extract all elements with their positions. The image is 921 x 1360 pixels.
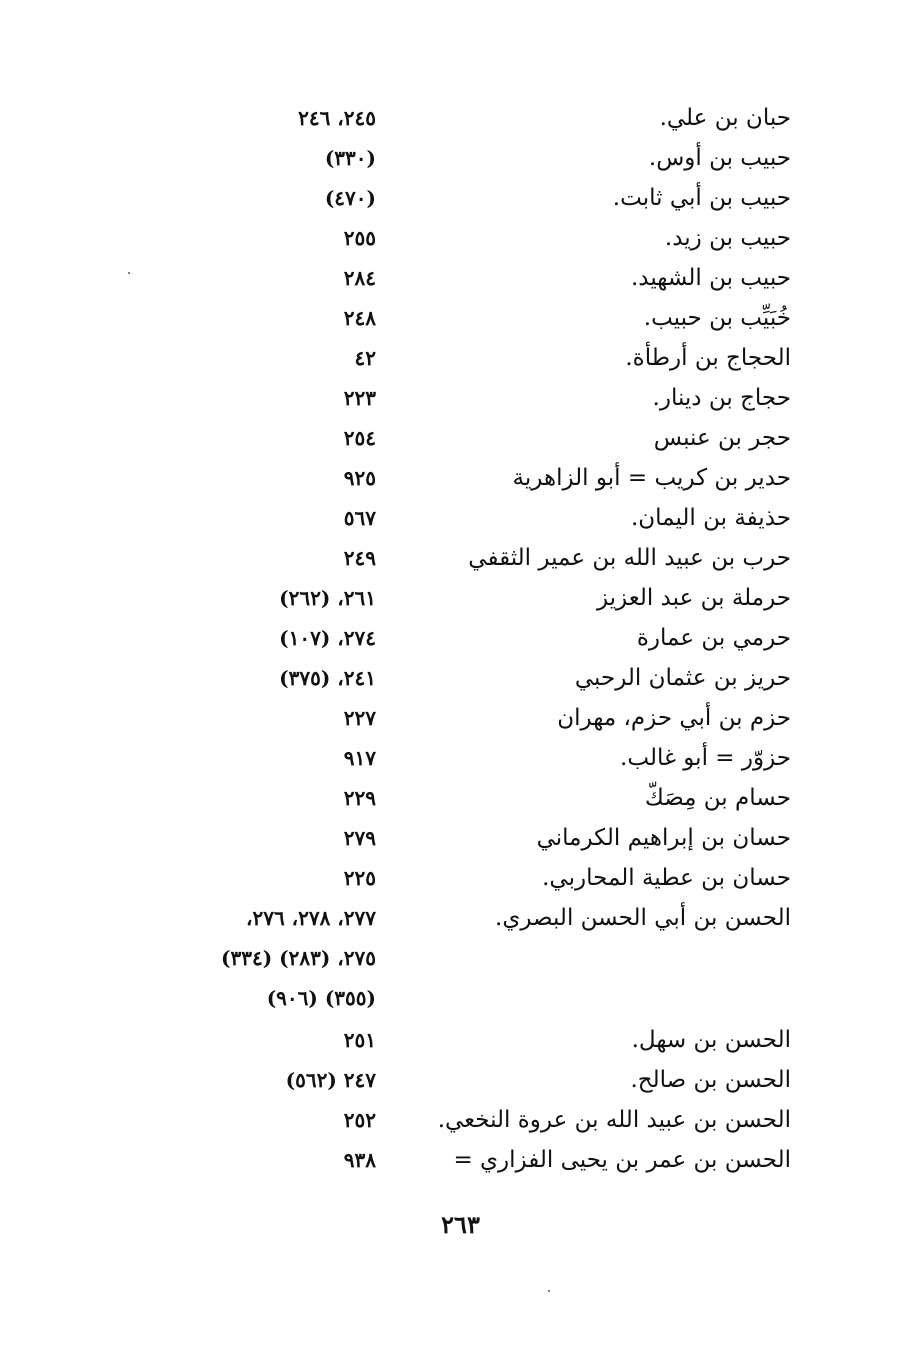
entry-page-refs: (٤٧٠)	[324, 186, 376, 210]
entry-name: الحسن بن صالح.	[630, 1067, 791, 1093]
entry-name: حريز بن عثمان الرحبي	[574, 665, 791, 691]
scan-speck	[548, 1290, 550, 1292]
entry-page-refs: ٢٢٧	[343, 706, 376, 730]
index-entry	[0, 418, 921, 458]
entry-page-refs: (٣٥٥) (٩٠٦)	[266, 986, 376, 1010]
entry-page-refs: ٢٤٨	[343, 306, 376, 330]
entry-name: خُبَيِّب بن حبيب.	[643, 305, 791, 331]
page-number: ٢٦٣	[441, 1210, 480, 1239]
entry-page-refs: ٢٥٢	[343, 1108, 376, 1132]
entry-page-refs: ٩٣٨	[343, 1148, 376, 1172]
index-entry	[0, 578, 921, 618]
index-entry	[0, 818, 921, 858]
index-entry	[0, 858, 921, 898]
entry-name: الحسن بن عمر بن يحيى الفزاري =	[453, 1147, 791, 1173]
entry-name: حجر بن عنبس	[653, 425, 791, 451]
index-entry	[0, 538, 921, 578]
entry-page-refs: ٢٤٩	[343, 546, 376, 570]
entry-name: حسان بن عطية المحاربي.	[542, 865, 791, 891]
entry-page-refs: ٢٧٧، ٢٧٨، ٢٧٦،	[245, 906, 376, 930]
entry-page-refs: ٢٥١	[343, 1028, 376, 1052]
entry-name: حبيب بن الشهيد.	[630, 265, 791, 291]
entry-name: حذيفة بن اليمان.	[630, 505, 791, 531]
entry-name: حرملة بن عبد العزيز	[596, 585, 791, 611]
entry-page-refs: ٢٥٤	[343, 426, 376, 450]
entry-page-refs: ٢٧٩	[343, 826, 376, 850]
entry-name: حرب بن عبيد الله بن عمير الثقفي	[468, 545, 791, 571]
index-entry	[0, 258, 921, 298]
entry-page-refs: ٢٢٣	[343, 386, 376, 410]
entry-name: حبيب بن زيد.	[664, 225, 791, 251]
index-entry	[0, 1060, 921, 1100]
index-entry	[0, 178, 921, 218]
entry-name: حبان بن علي.	[659, 105, 791, 131]
index-entry	[0, 738, 921, 778]
entry-name: حبيب بن أبي ثابت.	[612, 185, 791, 211]
entry-page-refs: ٢٦١، (٢٦٢)	[279, 586, 376, 610]
scan-speck	[128, 272, 130, 274]
entry-page-refs: ٢٢٩	[343, 786, 376, 810]
entry-page-refs: ٢٧٥، (٢٨٣) (٣٣٤)	[221, 946, 376, 970]
entry-page-refs: ٩٢٥	[343, 466, 376, 490]
index-entry	[0, 658, 921, 698]
index-entry	[0, 698, 921, 738]
entry-page-refs: (٣٣٠)	[324, 146, 376, 170]
entry-name: الحجاج بن أرطأة.	[625, 345, 791, 371]
entry-name: حرمي بن عمارة	[636, 625, 791, 651]
entry-name: حجاج بن دينار.	[652, 385, 791, 411]
entry-name: الحسن بن أبي الحسن البصري.	[495, 905, 791, 931]
entry-name: حسام بن مِصَكّ	[644, 785, 791, 811]
entry-page-refs: ٢٨٤	[343, 266, 376, 290]
entry-page-refs: ٢٤٥، ٢٤٦	[298, 106, 376, 130]
index-entry	[0, 138, 921, 178]
entry-name: حدير بن كريب = أبو الزاهرية	[512, 465, 791, 491]
index-entry	[0, 978, 921, 1018]
entry-page-refs: ٩١٧	[343, 746, 376, 770]
index-entry	[0, 898, 921, 938]
entry-name: حزم بن أبي حزم، مهران	[557, 705, 791, 731]
entry-name: حزوّر = أبو غالب.	[620, 745, 791, 771]
entry-page-refs: ٤٢	[354, 346, 376, 370]
index-entry	[0, 1100, 921, 1140]
index-entry	[0, 1020, 921, 1060]
entry-name: الحسن بن عبيد الله بن عروة النخعي.	[437, 1107, 791, 1133]
index-entry	[0, 1140, 921, 1180]
index-entry	[0, 618, 921, 658]
entry-page-refs: ٢٧٤، (١٠٧)	[279, 626, 376, 650]
entry-page-refs: ٥٦٧	[343, 506, 376, 530]
entry-name: الحسن بن سهل.	[631, 1027, 791, 1053]
index-entry	[0, 938, 921, 978]
index-entry	[0, 218, 921, 258]
index-entry	[0, 458, 921, 498]
entry-page-refs: ٢٤١، (٣٧٥)	[279, 666, 376, 690]
index-entry	[0, 338, 921, 378]
entry-page-refs: ٢٢٥	[343, 866, 376, 890]
index-entry	[0, 498, 921, 538]
index-entry	[0, 378, 921, 418]
entry-name: حسان بن إبراهيم الكرماني	[536, 825, 791, 851]
entry-page-refs: ٢٤٧ (٥٦٢)	[285, 1068, 376, 1092]
index-entry	[0, 98, 921, 138]
entry-page-refs: ٢٥٥	[343, 226, 376, 250]
index-entry	[0, 778, 921, 818]
index-entry	[0, 298, 921, 338]
entry-name: حبيب بن أوس.	[648, 145, 791, 171]
